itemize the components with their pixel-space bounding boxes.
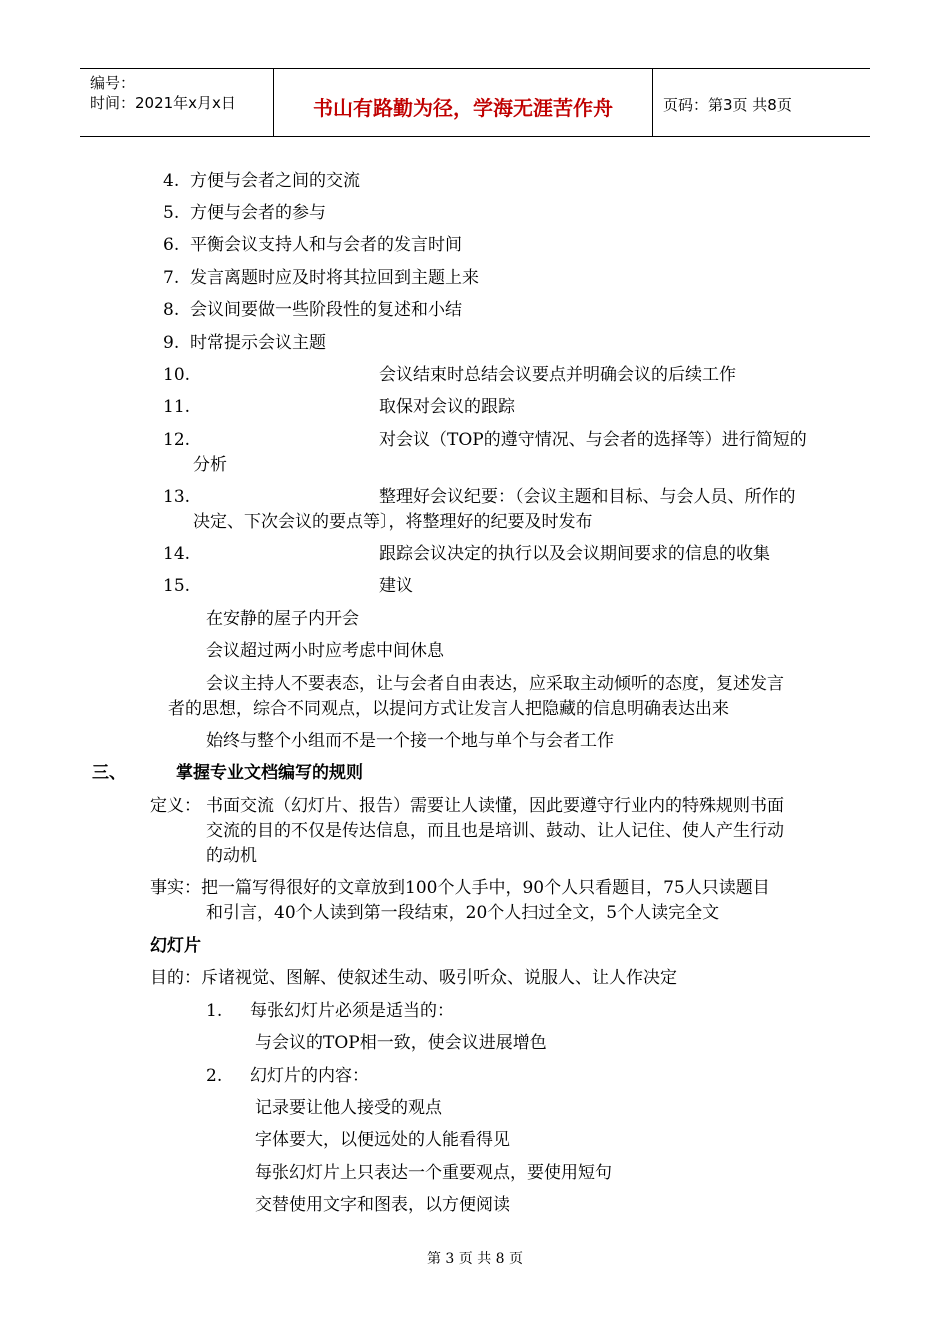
document-number-label: 编号：	[90, 74, 136, 92]
purpose-text: 目的：斥诸视觉、图解、使叙述生动、吸引听众、说服人、让人作决定	[150, 968, 677, 988]
list-item-number: 11.	[163, 397, 191, 417]
list-item-text: 发言离题时应及时将其拉回到主题上来	[190, 268, 480, 288]
list-item-text: 取保对会议的跟踪	[379, 397, 515, 417]
list-item-text: 方便与会者之间的交流	[190, 171, 361, 191]
list-item-text: 会议结束时总结会议要点并明确会议的后续工作	[379, 365, 736, 385]
list-item	[163, 333, 326, 353]
list-item-number: 13.	[163, 487, 191, 507]
list-item-number: 9.	[163, 333, 180, 353]
suggestion-text: 始终与整个小组而不是一个接一个地与单个与会者工作	[206, 731, 614, 751]
list-item-continuation: 分析	[193, 455, 227, 475]
slide-item-title: 幻灯片的内容：	[250, 1066, 369, 1086]
list-item-number: 8.	[163, 300, 180, 320]
list-item-text: 跟踪会议决定的执行以及会议期间要求的信息的收集	[379, 544, 770, 564]
list-item-continuation: 决定、下次会议的要点等〕，将整理好的纪要及时发布	[193, 512, 593, 532]
list-item	[163, 300, 462, 320]
subsection-title: 幻灯片	[150, 936, 201, 956]
list-item-number: 5.	[163, 203, 180, 223]
header-meta	[80, 69, 274, 136]
section-title: 掌握专业文档编写的规则	[176, 763, 363, 783]
section-number: 三、	[92, 763, 126, 783]
header-motto-cell	[274, 69, 653, 136]
list-item	[163, 268, 479, 288]
list-item-text: 建议	[379, 576, 413, 596]
list-item	[163, 203, 326, 223]
slide-item-body: 交替使用文字和图表，以方便阅读	[255, 1195, 510, 1215]
list-item-number: 10.	[163, 365, 191, 385]
definition-text: 书面交流（幻灯片、报告）需要让人读懂，因此要遵守行业内的特殊规则书面	[206, 796, 784, 816]
suggestion-text: 在安静的屋子内开会	[206, 609, 359, 629]
document-time-label: 时间：2021年x月x日	[90, 94, 236, 112]
header-page-number: 页码：第3页 共8页	[663, 96, 792, 114]
list-item-text: 时常提示会议主题	[190, 333, 327, 353]
list-item-text: 平衡会议支持人和与会者的发言时间	[190, 235, 463, 255]
fact-text: 和引言，40个人读到第一段结束，20个人扫过全文，5个人读完全文	[206, 903, 720, 923]
list-item-number: 6.	[163, 235, 180, 255]
suggestion-text: 者的思想，综合不同观点，以提问方式让发言人把隐藏的信息明确表达出来	[168, 699, 729, 719]
slide-item-body: 记录要让他人接受的观点	[255, 1098, 442, 1118]
list-item-text: 对会议（TOP的遵守情况、与会者的选择等）进行简短的	[379, 430, 807, 450]
fact-text: 事实：把一篇写得很好的文章放到100个人手中，90个人只看题目，75人只读题目	[150, 878, 770, 898]
list-item	[163, 235, 462, 255]
header-motto: 书山有路勤为径，学海无涯苦作舟	[313, 96, 613, 120]
list-item	[163, 171, 360, 191]
list-item-number: 7.	[163, 268, 180, 288]
list-item-number: 4.	[163, 171, 180, 191]
slide-item-body: 与会议的TOP相一致，使会议进展增色	[255, 1033, 547, 1053]
suggestion-text: 会议主持人不要表态，让与会者自由表达，应采取主动倾听的态度，复述发言	[206, 674, 784, 694]
definition-label: 定义：	[150, 796, 201, 816]
slide-item-number: 2.	[206, 1066, 223, 1086]
suggestion-text: 会议超过两小时应考虑中间休息	[206, 641, 444, 661]
slide-item-number: 1.	[206, 1001, 223, 1021]
slide-item-body: 每张幻灯片上只表达一个重要观点，要使用短句	[255, 1163, 612, 1183]
list-item-text: 整理好会议纪要：（会议主题和目标、与会人员、所作的	[379, 487, 796, 507]
page-header	[80, 68, 870, 137]
list-item-number: 14.	[163, 544, 191, 564]
slide-item-title: 每张幻灯片必须是适当的：	[250, 1001, 454, 1021]
list-item-number: 12.	[163, 430, 191, 450]
definition-text: 的动机	[206, 846, 257, 866]
list-item-text: 会议间要做一些阶段性的复述和小结	[190, 300, 463, 320]
page-footer: 第 3 页 共 8 页	[426, 1251, 524, 1267]
list-item-number: 15.	[163, 576, 191, 596]
list-item-text: 方便与会者的参与	[190, 203, 327, 223]
slide-item-body: 字体要大，以便远处的人能看得见	[255, 1130, 510, 1150]
definition-text: 交流的目的不仅是传达信息，而且也是培训、鼓动、让人记住、使人产生行动	[206, 821, 784, 841]
header-page-cell	[653, 69, 870, 136]
